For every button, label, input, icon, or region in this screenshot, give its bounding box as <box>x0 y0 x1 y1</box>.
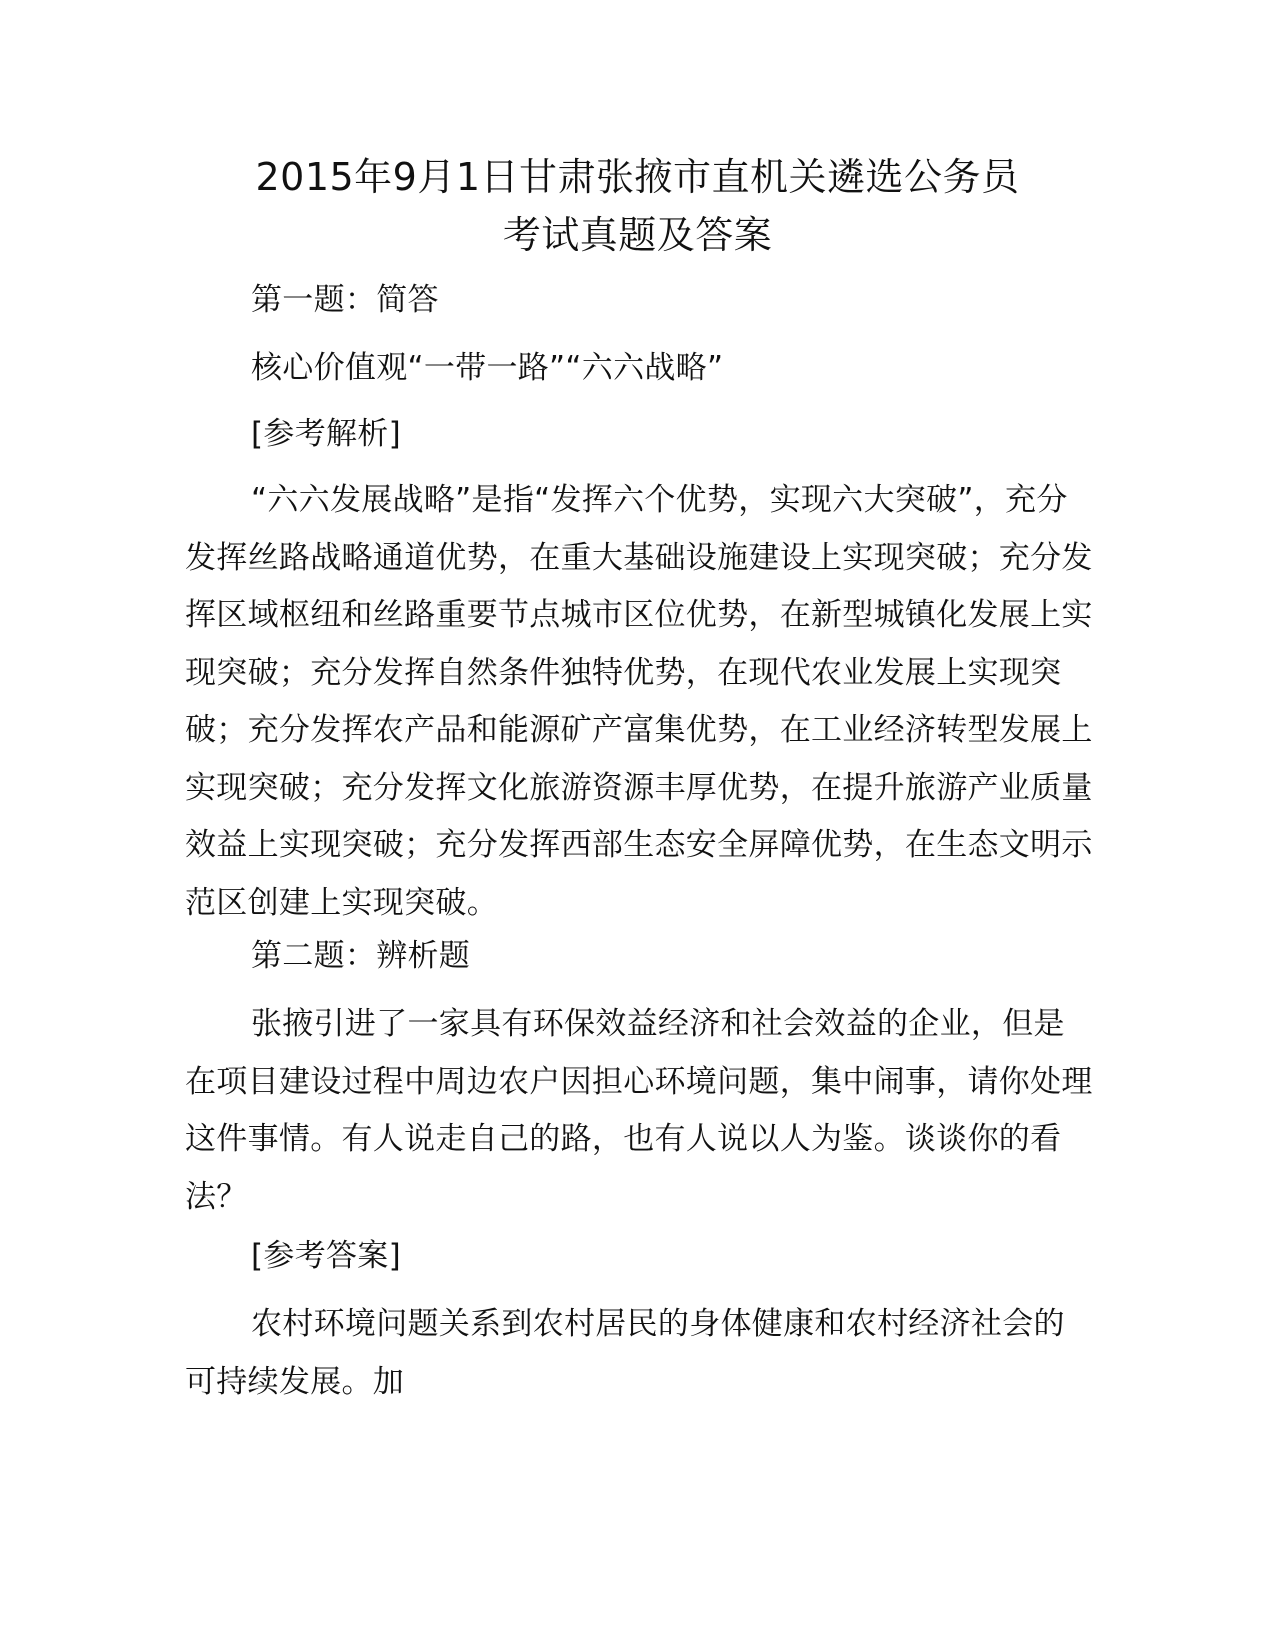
question-2-heading: 第二题：辨析题 <box>251 938 471 974</box>
reference-analysis-body: “六六发展战略”是指“发挥六个优势，实现六大突破”，充分发挥丝路战略通道优势，在重大基础设施建设上实现突破；充分发挥区域枢纽和丝路重要节点城市区位优势，在新型城镇化发展上实现突破；充分发挥自然条件独特优势，在现代农业发展上实现突破；充分发挥农产品和能源矿产富集优势，在工业经济转型发展上实现突破；充分发挥文化旅游资源丰厚优势，在提升旅游产业质量效益上实现突破；充分发挥西部生态安全屏障优势，在生态文明示范区创建上实现突破。 <box>185 482 1093 921</box>
question-1-heading: 第一题：简答 <box>251 282 439 318</box>
question-1-prompt: 核心价值观“一带一路”“六六战略” <box>251 350 724 386</box>
reference-analysis-label: [参考解析] <box>251 416 401 452</box>
document-title-line-1: 2015年9月1日甘肃张掖市直机关遴选公务员 <box>255 155 1020 199</box>
reference-answer-label: [参考答案] <box>251 1238 401 1274</box>
document-title-line-2: 考试真题及答案 <box>502 213 773 257</box>
question-2-prompt: 张掖引进了一家具有环保效益经济和社会效益的企业，但是在项目建设过程中周边农户因担心环境问题，集中闹事，请你处理这件事情。有人说走自己的路，也有人说以人为鉴。谈谈你的看法？ <box>185 1006 1093 1215</box>
reference-answer-body: 农村环境问题关系到农村居民的身体健康和农村经济社会的可持续发展。加 <box>185 1306 1065 1400</box>
